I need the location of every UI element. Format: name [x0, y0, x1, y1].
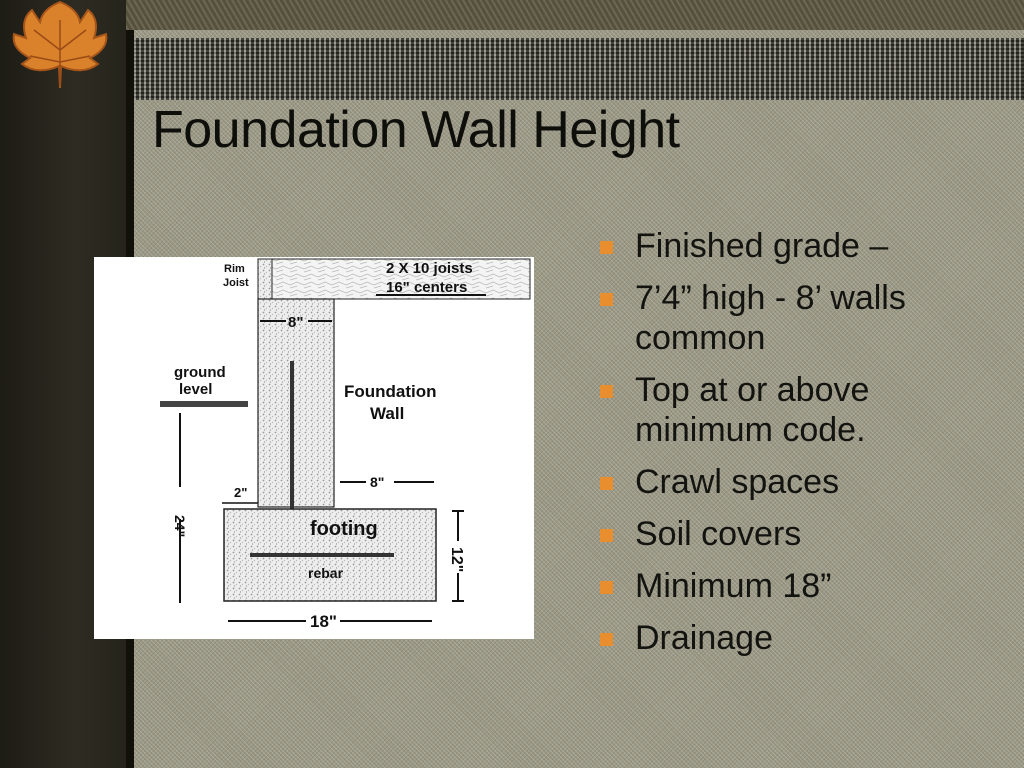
offset-label: 8" [370, 474, 385, 490]
foundation-wall-label-1: Foundation [344, 382, 437, 401]
ledge-label: 2" [234, 485, 248, 500]
rim-label-line2: Joist [223, 277, 249, 289]
ground-level-label-2: level [179, 381, 213, 398]
footing-label: footing [310, 518, 378, 540]
bullet-square-icon [600, 293, 613, 306]
foundation-diagram [94, 257, 534, 639]
bullet-item: Finished grade – [598, 226, 1008, 266]
joists-label-2: 16" centers [386, 279, 468, 296]
bullet-square-icon [600, 241, 613, 254]
bullet-square-icon [600, 529, 613, 542]
bullet-square-icon [600, 581, 613, 594]
depth-label: 24" [172, 515, 188, 538]
top-band [0, 0, 1024, 30]
title-decor-band [134, 38, 1024, 100]
bullet-square-icon [600, 385, 613, 398]
rim-joist [258, 259, 272, 299]
footing-height-label: 12" [448, 547, 465, 573]
bullet-square-icon [600, 633, 613, 646]
ground-level-label-1: ground [174, 364, 226, 381]
slide-title: Foundation Wall Height [152, 101, 680, 159]
bullet-item: Crawl spaces [598, 462, 1008, 502]
foundation-wall-label-2: Wall [370, 404, 405, 423]
bullet-item: 7’4” high - 8’ walls common [598, 278, 1008, 358]
bullet-square-icon [600, 477, 613, 490]
footing-width-label: 18" [310, 612, 337, 631]
bullet-item: Drainage [598, 618, 1008, 658]
joists-label-1: 2 X 10 joists [386, 260, 473, 277]
rim-label-line1: Rim [224, 263, 245, 275]
wall-width-label: 8" [288, 314, 304, 331]
rebar-label: rebar [308, 565, 344, 581]
bullet-item: Top at or above minimum code. [598, 370, 1008, 450]
maple-leaf-icon [4, 0, 116, 92]
bullet-item: Soil covers [598, 514, 1008, 554]
bullet-item: Minimum 18” [598, 566, 1008, 606]
bullet-list [598, 226, 1008, 670]
